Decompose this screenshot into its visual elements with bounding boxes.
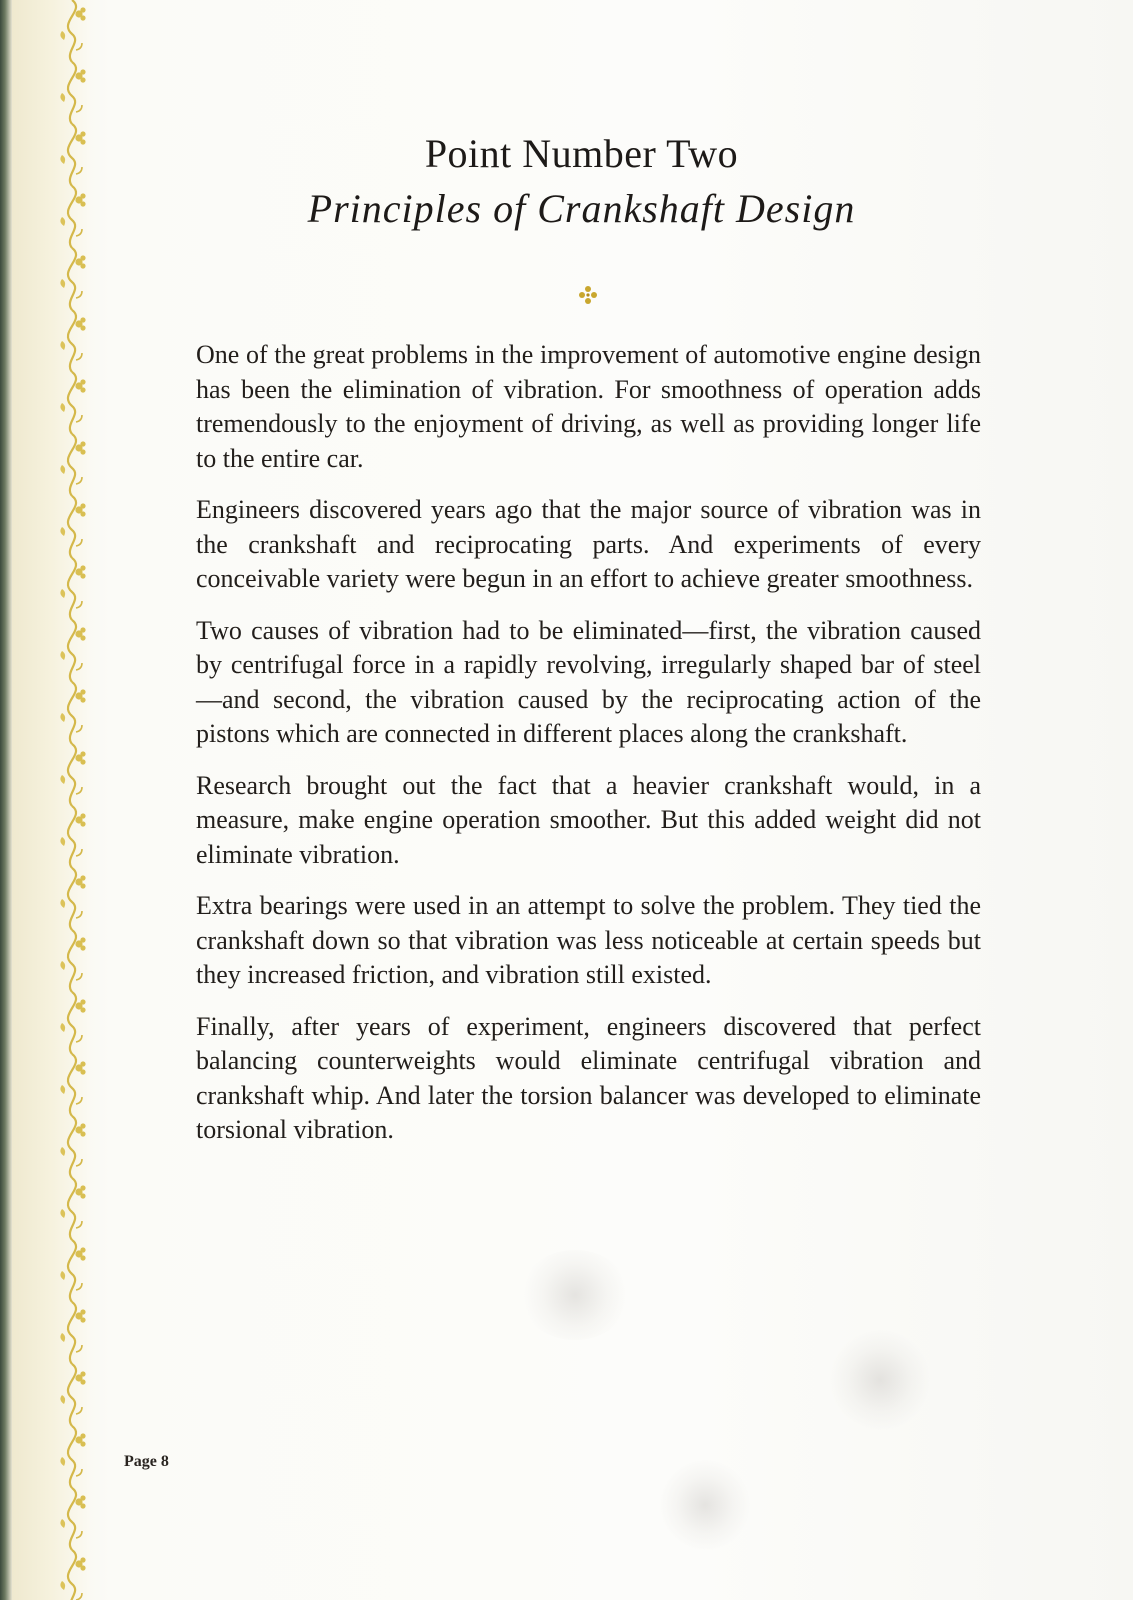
fleuron-diamond-icon bbox=[576, 283, 600, 307]
body-text bbox=[196, 338, 981, 1165]
binding-edge bbox=[0, 0, 12, 1600]
vine-segment bbox=[60, 1550, 85, 1600]
vine-segment bbox=[60, 992, 85, 1054]
vine-segment bbox=[60, 620, 85, 682]
vine-segment bbox=[60, 1488, 85, 1550]
paragraph-5: Extra bearings were used in an attempt to solve the problem. They tied the crankshaft down so that vibration was less noticeable at certain speeds but they increased friction, and vibration still existed. bbox=[196, 891, 981, 989]
vine-segment bbox=[60, 248, 85, 310]
vine-border-ornament bbox=[52, 0, 98, 1600]
paper-stain bbox=[830, 1330, 930, 1430]
vine-segment bbox=[60, 310, 85, 372]
page-subtitle: Principles of Crankshaft Design bbox=[307, 186, 856, 231]
vine-segment bbox=[60, 1116, 85, 1178]
vine-segment bbox=[60, 496, 85, 558]
vine-segment bbox=[60, 1426, 85, 1488]
vine-segment bbox=[60, 1240, 85, 1302]
vine-segment bbox=[60, 0, 85, 62]
paragraph-2: Engineers discovered years ago that the major source of vibration was in the crankshaft and reciprocating parts. And experiments of every conceivable variety were begun in an effort to achieve greater smoothness. bbox=[196, 495, 981, 593]
vine-segment bbox=[60, 558, 85, 620]
vine-segment bbox=[60, 682, 85, 744]
vine-segment bbox=[60, 62, 85, 124]
vine-segment bbox=[60, 868, 85, 930]
vine-segment bbox=[60, 1178, 85, 1240]
paragraph-3: Two causes of vibration had to be eliminated—first, the vibration caused by centrifugal force in a rapidly revolving, irregularly shaped bar of steel—and second, the vibration caused by the reciprocating action of the pistons which are connected in different places along the crankshaft. bbox=[196, 615, 981, 748]
vine-segment bbox=[60, 1302, 85, 1364]
page-title: Point Number Two bbox=[424, 131, 739, 176]
paper-stain bbox=[520, 1250, 630, 1340]
paragraph-6: Finally, after years of experiment, engineers discovered that perfect balancing counterweights would eliminate centrifugal vibration and crankshaft whip. And later the torsion balancer was developed to eliminate torsional vibration. bbox=[196, 1011, 981, 1144]
vine-segment bbox=[60, 1054, 85, 1116]
paragraph-4: Research brought out the fact that a heavier crankshaft would, in a measure, make engine operation smoother. But this added weight did not eliminate vibration. bbox=[196, 770, 981, 869]
vine-segment bbox=[60, 744, 85, 806]
page-number: Page 8 bbox=[124, 1453, 169, 1470]
paragraph-1: One of the great problems in the improvement of automotive engine design has been the elimination of vibration. For smoothness of operation adds tremendously to the enjoyment of driving, as well as providing longer life to the entire car. bbox=[196, 340, 981, 473]
vine-segment bbox=[60, 806, 85, 868]
vine-segment bbox=[60, 1364, 85, 1426]
vine-segment bbox=[60, 434, 85, 496]
vine-segment bbox=[60, 930, 85, 992]
paper-stain bbox=[660, 1460, 750, 1550]
vine-segment bbox=[60, 372, 85, 434]
